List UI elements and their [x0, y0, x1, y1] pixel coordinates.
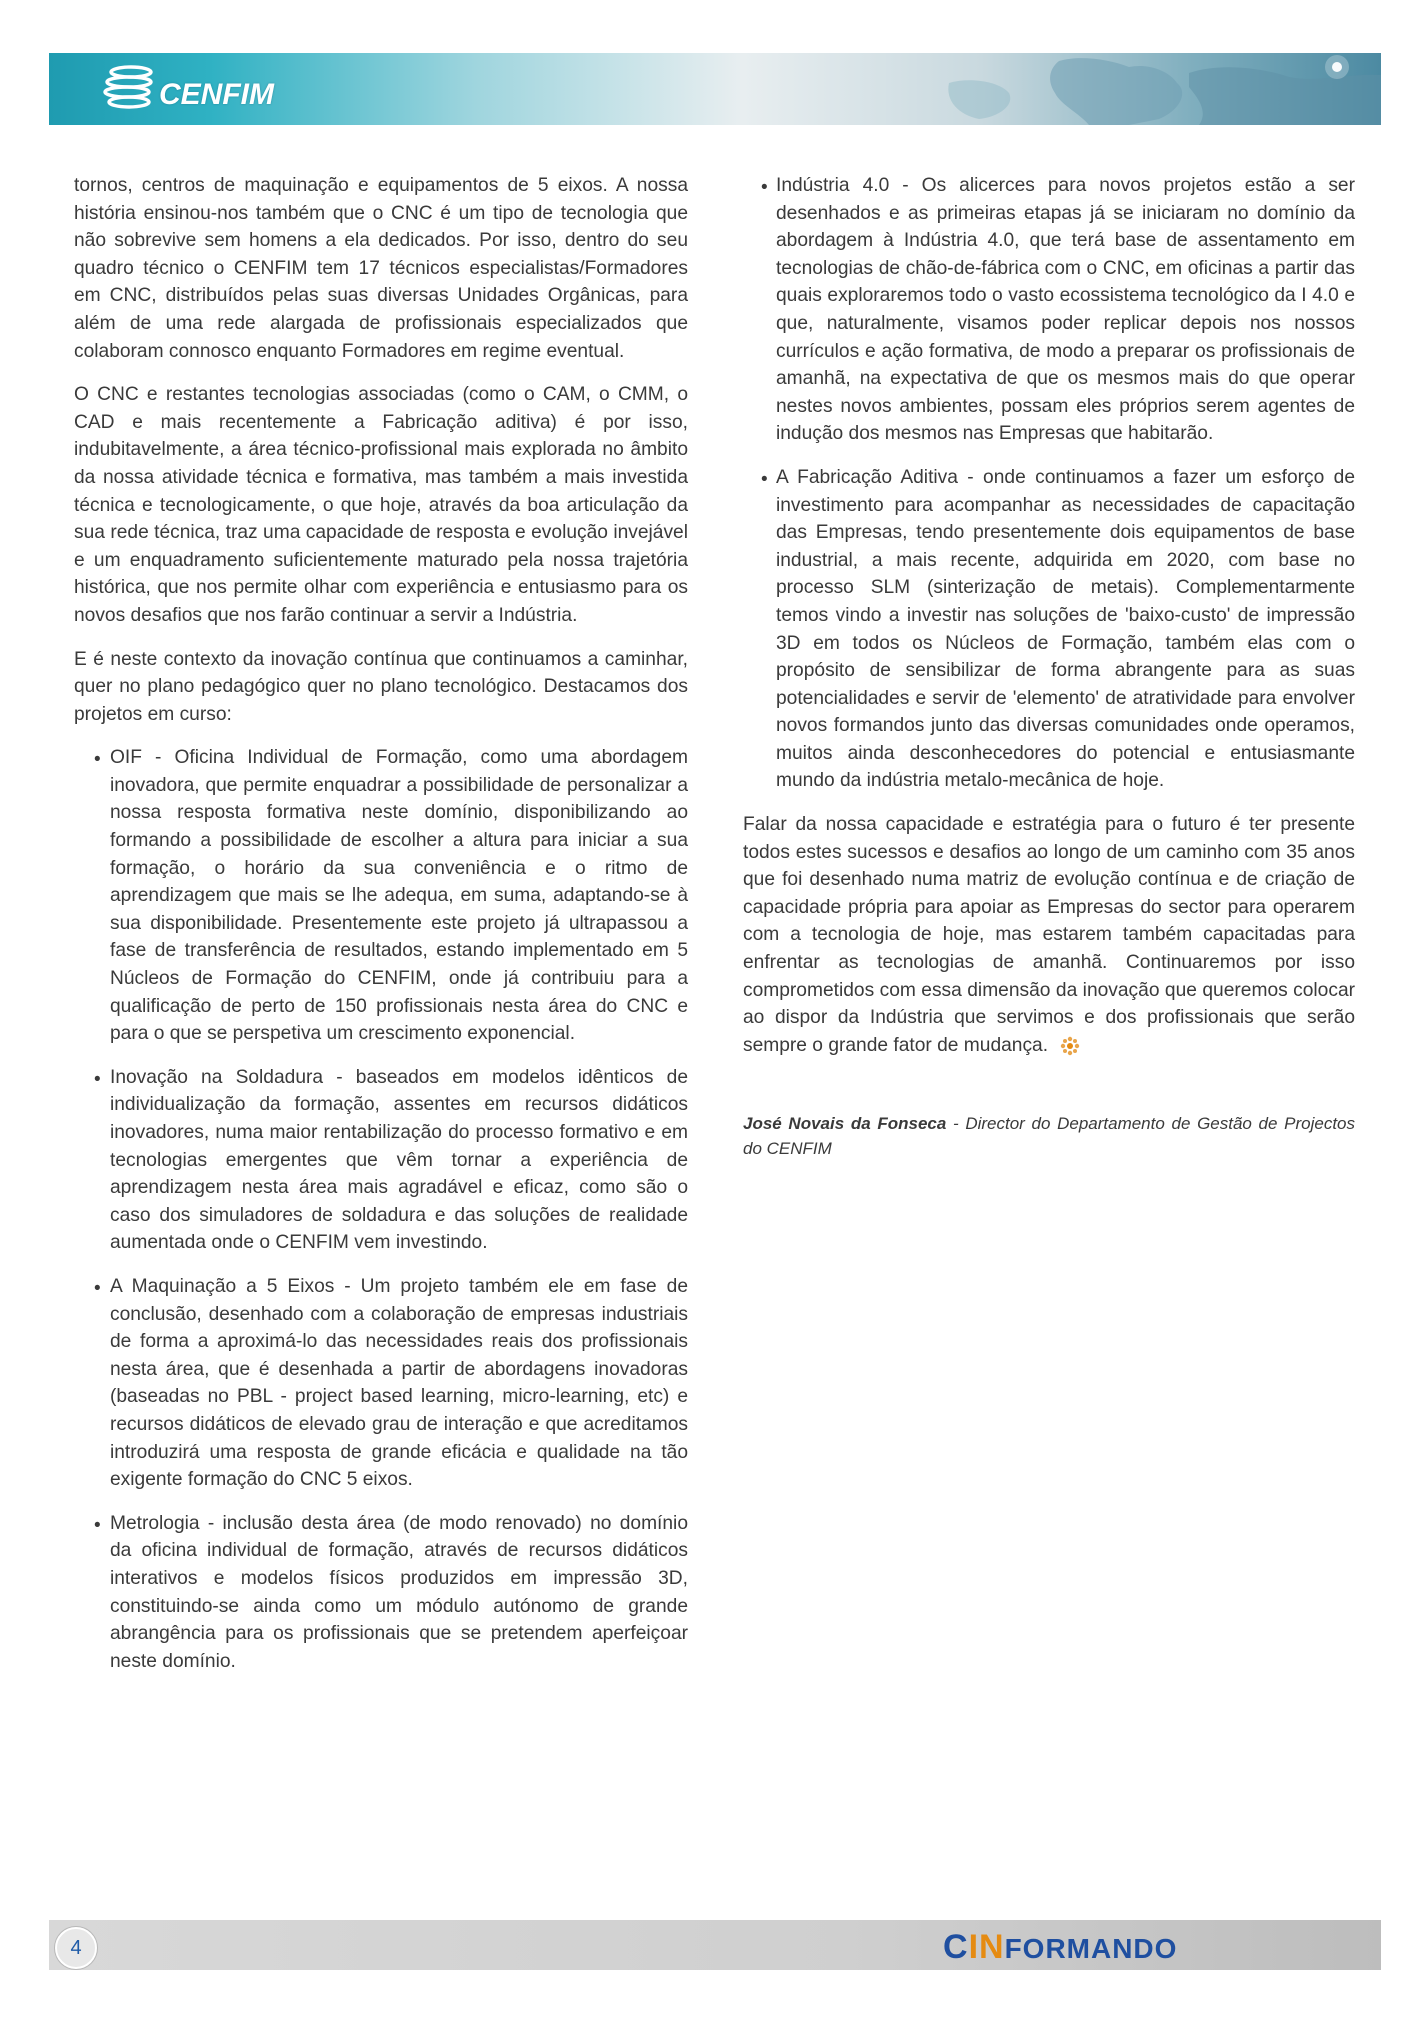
bullet-icon: • — [94, 1277, 101, 1299]
paragraph: E é neste contexto da inovação contínua que continuamos a caminhar, quer no plano pedagógico quer no plano tecnológico. Destacamos dos projetos em curso: — [74, 648, 688, 725]
list-item-text: OIF - Oficina Individual de Formação, como uma abordagem inovadora, que permite enquadrar a possibilidade de personalizar a nossa resposta formativa neste domínio, disponibilizando ao formando a possibilidade de escolher a altura para iniciar a sua formação, o horário da sua conveniência e o ritmo de aprendizagem que mais se lhe adequa, em suma, adaptando-se à sua disponibilidade. Presentemente este projeto já ultrapassou a fase de transferência de resultados, estando implementado em 5 Núcleos de Formação do CENFIM, onde já contribuiu para a qualificação de perto de 150 profissionais nesta área do CNC e para o que se perspetiva um crescimento exponencial. — [110, 747, 688, 1045]
list-item-text: Metrologia - inclusão desta área (de modo renovado) no domínio da oficina individual de formação, através de recursos didáticos interativos e modelos físicos produzidos em impressão 3D, constituindo-se ainda como um módulo autónomo de grande abrangência para os profissionais que se pretendem aperfeiçoar neste domínio. — [110, 1512, 688, 1672]
paragraph: tornos, centros de maquinação e equipamentos de 5 eixos. A nossa história ensinou-nos também que o CNC é um tipo de tecnologia que não sobrevive sem homens a ela dedicados. Por isso, dentro do seu quadro técnico o CENFIM tem 17 técnicos especialistas/Formadores em CNC, distribuídos pelas suas diversas Unidades Orgânicas, para além de uma rede alargada de profissionais especializados que colaboram connosco enquanto Formadores em regime eventual. — [74, 175, 688, 362]
list-item — [74, 1510, 688, 1676]
brand-word-formando: FORMANDO — [1004, 1933, 1178, 1964]
cinformando-logo — [943, 1928, 1177, 1968]
list-item — [743, 464, 1355, 795]
bullet-icon: • — [94, 749, 101, 771]
page-number: 4 — [55, 1927, 97, 1969]
list-item-text: A Fabricação Aditiva - onde continuamos a fazer um esforço de investimento para acompanhar as necessidades de capacitação das Empresas, tendo presentemente dois equipamentos de base industrial, a mais recente, adquirida em 2020, com base no processo SLM (sinterização de metais). Complementarmente temos vindo a investir nas soluções de 'baixo-custo' de impressão 3D em todos os Núcleos de Formação, também elas com o propósito de sensibilizar de forma abrangente para as suas potencialidades e servir de 'elemento' de atratividade para envolver novos formandos junto das diversas comunidades onde operamos, muitos ainda desconhecedores do potencial e entusiasmante mundo da indústria metalo-mecânica de hoje. — [776, 466, 1355, 792]
bullet-icon: • — [761, 468, 768, 490]
footer-bar — [49, 1920, 1381, 1970]
author-name: José Novais da Fonseca — [743, 1114, 947, 1134]
author-role: - Director do Departamento de Gestão de Projectos do CENFIM — [743, 1114, 1355, 1159]
logo-text: CENFIM — [159, 78, 274, 111]
right-column — [743, 172, 1355, 1161]
header-banner — [49, 53, 1381, 125]
cenfim-swirl-icon — [101, 63, 165, 115]
paragraph: O CNC e restantes tecnologias associadas (como o CAM, o CMM, o CAD e mais recentemente a Fabricação aditiva) é por isso, indubitavelmente, a área técnico-profissional mais explorada no âmbito da nossa atividade técnica e formativa, mas também a mais investida técnica e tecnologicamente, o que hoje, através da boa articulação da sua rede técnica, traz uma capacidade de resposta e evolução invejável e um enquadramento suficientemente maturado pela nossa trajetória histórica, que nos permite olhar com experiência e entusiasmo para os novos desafios que nos farão continuar a servir a Indústria. — [74, 384, 688, 626]
list-item — [74, 1064, 688, 1257]
ornament-end-icon — [1060, 1036, 1080, 1056]
bullet-icon: • — [761, 177, 768, 198]
projects-list — [74, 744, 688, 1675]
cenfim-logo — [101, 63, 274, 115]
projects-list-continued — [743, 172, 1355, 795]
brand-letters-in: IN — [968, 1928, 1005, 1966]
list-item-text: A Maquinação a 5 Eixos - Um projeto também ele em fase de conclusão, desenhado com a colaboração de empresas industriais de forma a aproximá-lo das necessidades reais dos profissionais nesta área, que é desenhada a partir de abordagens inovadoras (baseadas no PBL - project based learning, micro-learning, etc) e recursos didáticos de elevado grau de interação e que acreditamos introduzirá uma resposta de grande eficácia e qualidade na tão exigente formação do CNC 5 eixos. — [110, 1275, 688, 1491]
list-item — [74, 1273, 688, 1494]
brand-letter-c: C — [943, 1928, 969, 1966]
closing-paragraph — [743, 811, 1355, 1059]
left-column — [74, 172, 688, 1691]
list-item — [74, 744, 688, 1048]
bullet-icon: • — [94, 1514, 101, 1536]
author-signature — [743, 1111, 1355, 1161]
list-item-text: Inovação na Soldadura - baseados em modelos idênticos de individualização da formação, assentes em recursos didáticos inovadores, numa maior rentabilização do processo formativo e em tecnologias emergentes que vêm tornar a experiência de aprendizagem nesta área mais agradável e eficaz, como são o caso dos simuladores de soldadura e das soluções de realidade aumentada onde o CENFIM vem investindo. — [110, 1066, 688, 1254]
list-item-text: Indústria 4.0 - Os alicerces para novos projetos estão a ser desenhados e as primeiras etapas já se iniciaram no domínio da abordagem à Indústria 4.0, que terá base de assentamento em tecnologias de chão-de-fábrica com o CNC, em oficinas a partir das quais exploraremos todo o vasto ecossistema tecnológico da I 4.0 e que, naturalmente, visamos poder replicar depois nos nossos currículos e ação formativa, de modo a preparar os profissionais de amanhã, na expectativa de que os mesmos mais do que operar nestes novos ambientes, possam eles próprios serem agentes de indução dos mesmos nas Empresas que habitarão. — [776, 175, 1355, 445]
bullet-icon: • — [94, 1068, 101, 1090]
list-item — [743, 172, 1355, 448]
closing-text: Falar da nossa capacidade e estratégia para o futuro é ter presente todos estes sucessos e desafios ao longo de um caminho com 35 anos que foi desenhado numa matriz de evolução contínua e de criação de capacidade própria para apoiar as Empresas do sector para operarem com a tecnologia de hoje, mas estarem também capacitadas para enfrentar as tecnologias de amanhã. Continuaremos por isso comprometidos com essa dimensão da inovação que queremos colocar ao dispor da Indústria que servimos e dos profissionais que serão sempre o grande fator de mudança. — [743, 814, 1355, 1056]
